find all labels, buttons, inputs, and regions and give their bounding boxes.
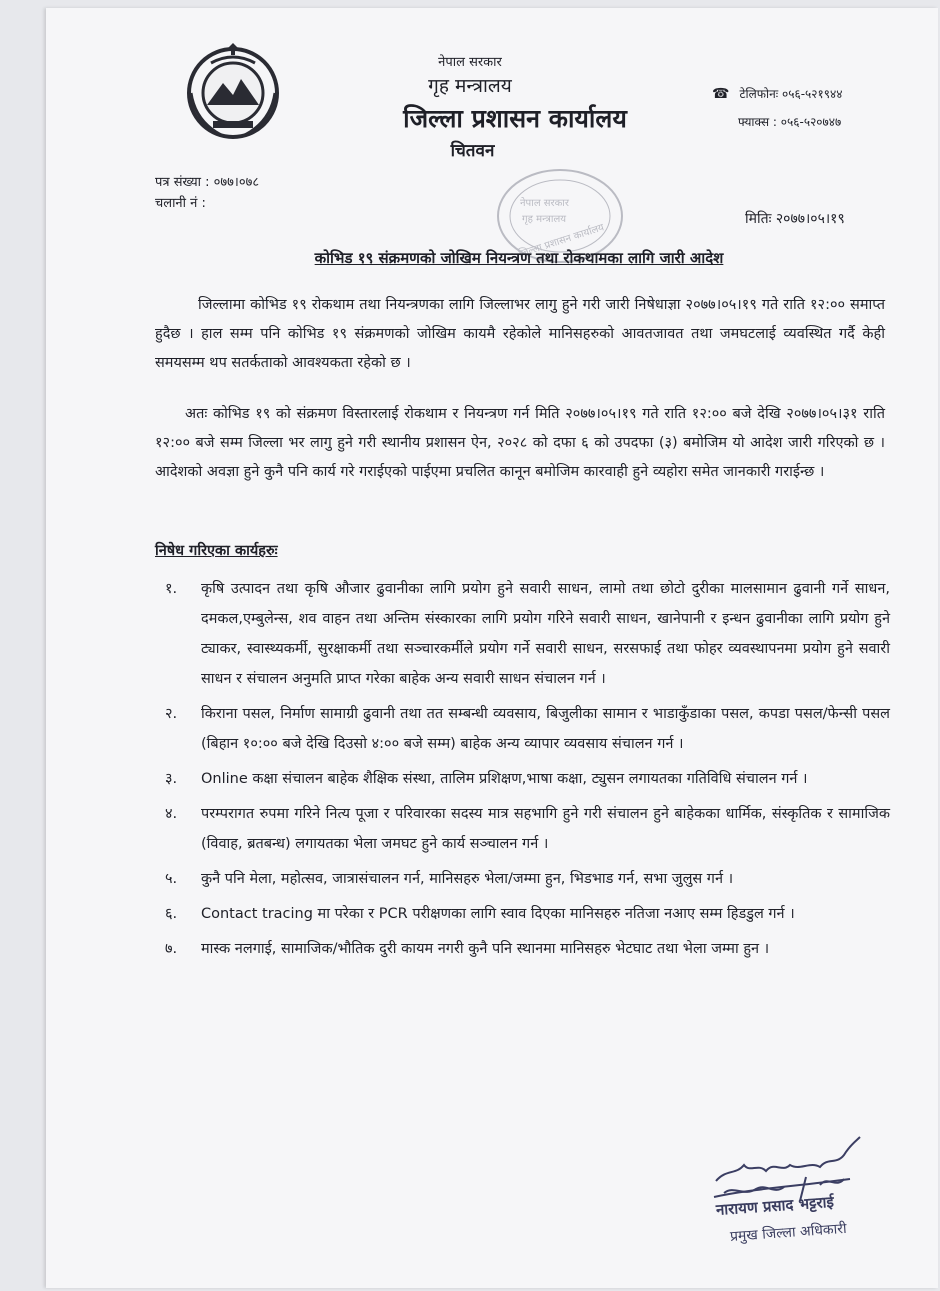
telephone-icon: ☎ bbox=[712, 86, 730, 102]
item-text: किराना पसल, निर्माण सामाग्री ढुवानी तथा तत सम्बन्धी व्यवसाय, बिजुलीका सामान र भाडाकुँडाका पसल, कपडा पसल/फेन्सी पसल (बिहान १०:०० बजे देखि दिउसो ४:०० बजे सम्म) बाहेक अन्य व्यापार व्यवसाय संचालन गर्न । bbox=[201, 706, 890, 752]
item-number: ६. bbox=[165, 906, 178, 922]
letter-number: पत्र संख्या : ०७७।०७८ bbox=[155, 175, 260, 190]
dispatch-number: चलानी नं : bbox=[155, 196, 206, 211]
fax-number: फ्याक्स : ०५६-५२०७४७ bbox=[738, 115, 842, 129]
prohibited-heading: निषेध गरिएका कार्यहरुः bbox=[155, 543, 278, 559]
list-item bbox=[165, 764, 890, 794]
item-number: ५. bbox=[165, 871, 178, 887]
list-item bbox=[165, 699, 890, 759]
item-number: २. bbox=[165, 706, 178, 722]
list-item bbox=[165, 799, 890, 859]
item-text: Contact tracing मा परेका र PCR परीक्षणका लागि स्वाव दिएका मानिसहरु नतिजा नआए सम्म हिडडुल गर्न । bbox=[201, 906, 795, 922]
office-title: जिल्ला प्रशासन कार्यालय bbox=[403, 104, 627, 133]
list-item bbox=[165, 934, 890, 964]
stamp-line-2: गृह मन्त्रालय bbox=[522, 214, 567, 225]
list-item bbox=[165, 864, 890, 894]
item-number: ३. bbox=[165, 771, 178, 787]
officer-designation: प्रमुख जिल्ला अधिकारी bbox=[729, 1220, 848, 1245]
government-label: नेपाल सरकार bbox=[438, 55, 502, 70]
paragraph-intro: जिल्लामा कोभिड १९ रोकथाम तथा नियन्त्रणका लागि जिल्लाभर लागु हुने गरी जारी निषेधाज्ञा २०७७।०५।१९ गते राति १२:०० समाप्त हुदैछ । हाल सम्म पनि कोभिड १९ संक्रमणको जोखिम कायमै रहेकोले मानिसहरुको आवतजावत तथा जमघटलाई व्यवस्थित गर्दै केही समयसम्म थप सतर्कताको आवश्यकता रहेको छ । bbox=[155, 297, 885, 371]
district-label: चितवन bbox=[450, 141, 495, 161]
list-item bbox=[165, 899, 890, 929]
order-title: कोभिड १९ संक्रमणको जोखिम नियन्त्रण तथा रोकथामका लागि जारी आदेश bbox=[314, 249, 724, 267]
item-text: कृषि उत्पादन तथा कृषि औजार ढुवानीका लागि प्रयोग हुने सवारी साधन, लामो तथा छोटो दुरीका मालसामान ढुवानी गर्ने साधन, दमकल,एम्बुलेन्स, शव वाहन तथा अन्तिम संस्कारका लागि प्रयोग गरिने सवारी साधन, खानेपानी र इन्धन ढुवानीका लागि प्रयोग हुने ट्याकर, स्वास्थ्यकर्मी, सुरक्षाकर्मी तथा सञ्चारकर्मीले प्रयोग गर्ने सवारी साधन, सरसफाई तथा फोहर व्यवस्थापनमा प्रयोग हुने सवारी साधन र संचालन अनुमति प्राप्त गरेका बाहेक अन्य सवारी साधन संचालन गर्न । bbox=[201, 581, 890, 687]
paragraph-order: अतः कोभिड १९ को संक्रमण विस्तारलाई रोकथाम र नियन्त्रण गर्न मिति २०७७।०५।१९ गते राति १२:०० बजे देखि २०७७।०५।३१ राति १२:०० बजे सम्म जिल्ला भर लागु हुने गरी स्थानीय प्रशासन ऐन, २०२८ को दफा ६ को उपदफा (३) बमोजिम यो आदेश जारी गरिएको छ । आदेशको अवज्ञा हुने कुनै पनि कार्य गरे गराईएको पाईएमा प्रचलित कानून बमोजिम कारवाही हुने व्यहोरा समेत जानकारी गराईन्छ । bbox=[155, 406, 885, 480]
list-item bbox=[165, 574, 890, 694]
stamp-line-3: जिल्ला प्रशासन कार्यालय bbox=[517, 222, 606, 261]
item-number: १. bbox=[165, 581, 178, 597]
item-text: परम्परागत रुपमा गरिने नित्य पूजा र परिवारका सदस्य मात्र सहभागि हुने गरी संचालन हुने बाहेकका धार्मिक, संस्कृतिक र सामाजिक (विवाह, ब्रतबन्ध) लगायतका भेला जमघट हुने कार्य सञ्चालन गर्न । bbox=[201, 806, 890, 852]
item-text: कुनै पनि मेला, महोत्सव, जात्रासंचालन गर्न, मानिसहरु भेला/जम्मा हुन, भिडभाड गर्न, सभा जुलुस गर्न । bbox=[201, 871, 734, 887]
signature-block bbox=[710, 1135, 900, 1275]
item-number: ७. bbox=[165, 941, 178, 957]
phone-line bbox=[712, 85, 843, 102]
item-text: मास्क नलगाई, सामाजिक/भौतिक दुरी कायम नगरी कुनै पनि स्थानमा मानिसहरु भेटघाट तथा भेला जम्मा हुन । bbox=[201, 941, 770, 957]
phone-number: टेलिफोनः ०५६-५२१९४४ bbox=[739, 87, 843, 101]
ministry-label: गृह मन्त्रालय bbox=[428, 75, 512, 97]
item-text: Online कक्षा संचालन बाहेक शैक्षिक संस्था, तालिम प्रशिक्षण,भाषा कक्षा, ट्युसन लगायतका गतिविधि संचालन गर्न । bbox=[201, 771, 808, 787]
letter-date: मितिः २०७७।०५।१९ bbox=[745, 211, 845, 227]
prohibited-list bbox=[165, 574, 890, 969]
stamp-line-1: नेपाल सरकार bbox=[520, 198, 569, 209]
item-number: ४. bbox=[165, 806, 178, 822]
officer-name: नारायण प्रसाद भट्टराई bbox=[715, 1192, 835, 1219]
